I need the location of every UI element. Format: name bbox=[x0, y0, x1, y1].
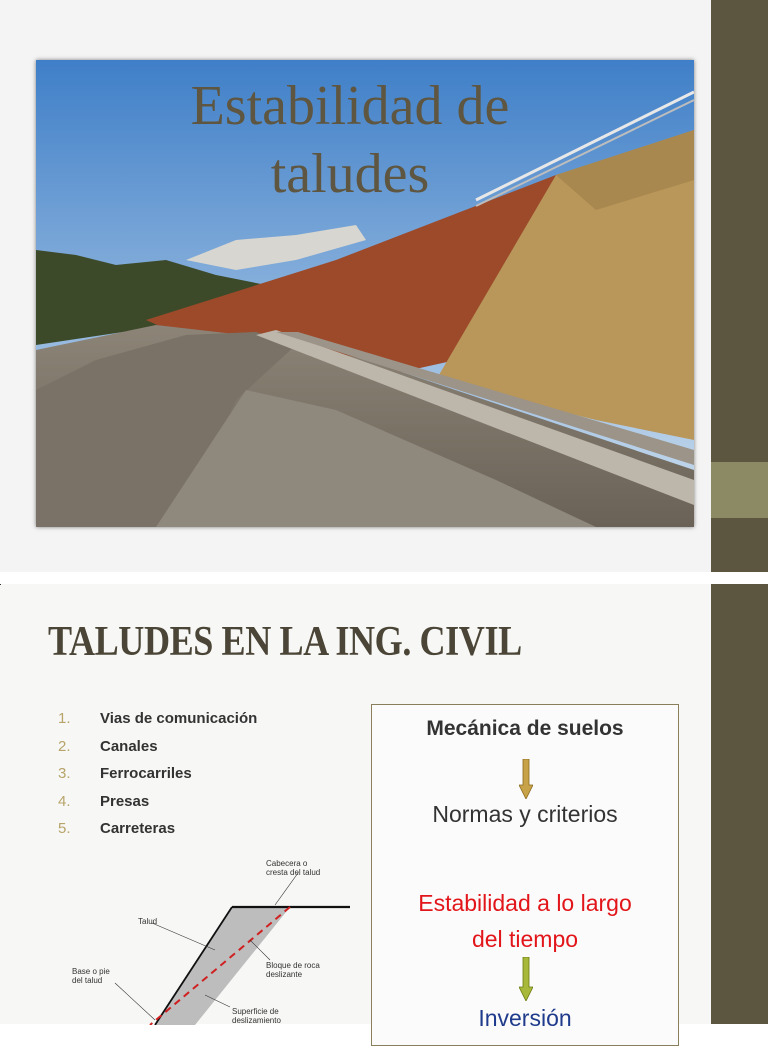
label-slip-surface: Superficie de deslizamiento bbox=[232, 1007, 281, 1025]
label-crest: Cabecera o cresta del talud bbox=[266, 859, 321, 877]
section-title: TALUDES EN LA ING. CIVIL bbox=[48, 619, 522, 665]
slope-diagram bbox=[60, 855, 360, 1025]
main-title bbox=[70, 72, 630, 208]
list-item: 5. Carreteras bbox=[58, 820, 176, 837]
arrow-down-icon bbox=[519, 957, 533, 1001]
label-slope: Talud bbox=[138, 917, 158, 926]
box-step-investment: Inversión bbox=[478, 1005, 572, 1031]
side-band bbox=[711, 584, 768, 1024]
box-heading: Mecánica de suelos bbox=[426, 717, 624, 740]
process-box bbox=[371, 704, 679, 1046]
list-item: 3. Ferrocarriles bbox=[58, 765, 192, 782]
box-step-stability: Estabilidad a lo largo del tiempo bbox=[418, 890, 632, 952]
arrow-down-icon bbox=[519, 759, 533, 799]
list-item: 2. Canales bbox=[58, 737, 158, 755]
list-item: 4. Presas bbox=[58, 792, 150, 810]
title-line-2: taludes bbox=[270, 143, 430, 205]
list-item: 1. Vias de comunicación bbox=[58, 710, 258, 727]
title-line-1: Estabilidad de bbox=[190, 75, 510, 137]
label-sliding-block: Bloque de roca deslizante bbox=[266, 961, 320, 979]
slope-diagram-drawing bbox=[60, 855, 360, 1025]
side-band-accent bbox=[711, 462, 768, 518]
box-step-norms: Normas y criterios bbox=[432, 801, 618, 827]
uses-list bbox=[58, 710, 257, 848]
label-base: Base o pie del talud bbox=[72, 967, 110, 985]
slide-corner-mark bbox=[0, 584, 7, 585]
